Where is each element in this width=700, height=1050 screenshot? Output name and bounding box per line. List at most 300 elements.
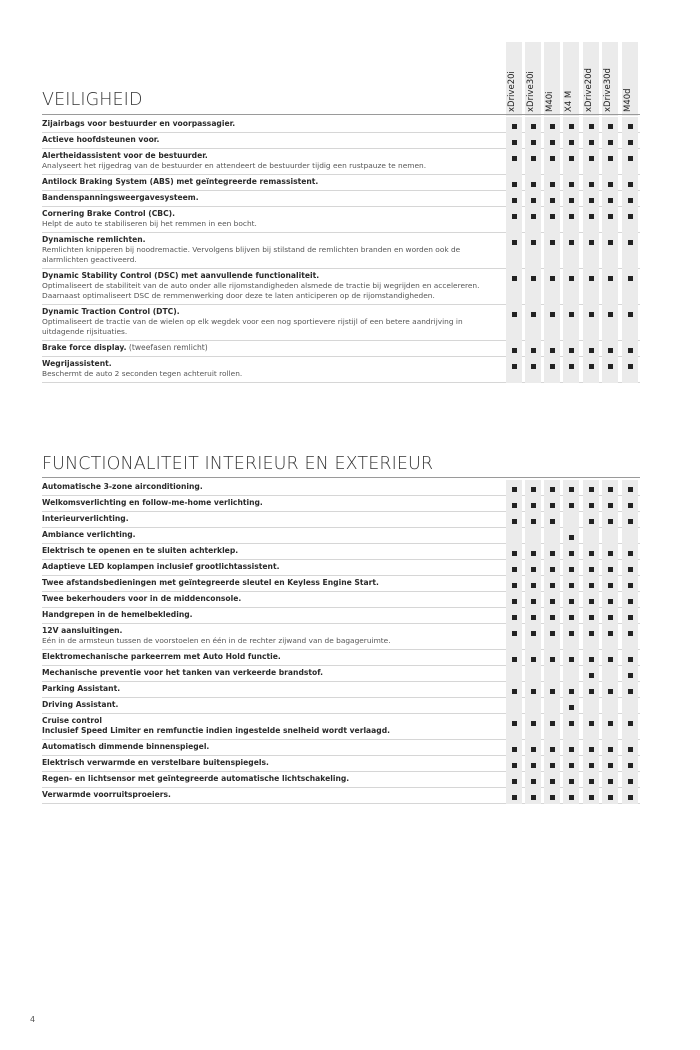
standard-equipment-marker — [512, 567, 517, 572]
feature-label: Zijairbags voor bestuurder en voorpassagier. — [42, 119, 236, 128]
availability-cell — [563, 133, 579, 149]
standard-equipment-marker — [512, 721, 517, 726]
availability-cell — [583, 592, 599, 608]
feature-label: Alertheidassistent voor de bestuurder. — [42, 151, 208, 160]
availability-cell — [622, 650, 638, 666]
feature-label: Elektrisch te openen en te sluiten achterklep. — [42, 546, 239, 555]
availability-cell — [506, 576, 522, 592]
availability-cell — [563, 175, 579, 191]
standard-equipment-marker — [569, 567, 574, 572]
availability-cell — [563, 576, 579, 592]
feature-name — [42, 700, 497, 710]
availability-cell — [563, 666, 579, 682]
availability-cell — [602, 512, 618, 528]
feature-label: Driving Assistant. — [42, 700, 119, 709]
availability-cell — [544, 740, 560, 756]
availability-cell — [583, 269, 599, 305]
standard-equipment-marker — [589, 140, 594, 145]
standard-equipment-marker — [512, 599, 517, 604]
availability-cell — [602, 528, 618, 544]
availability-cell — [506, 650, 522, 666]
table-row — [42, 756, 640, 772]
feature-label: Actieve hoofdsteunen voor. — [42, 135, 160, 144]
feature-name — [42, 652, 497, 662]
row-text — [42, 742, 497, 752]
standard-equipment-marker — [608, 276, 613, 281]
standard-equipment-marker — [569, 198, 574, 203]
standard-equipment-marker — [531, 503, 536, 508]
availability-cell — [622, 191, 638, 207]
row-text — [42, 359, 497, 379]
standard-equipment-marker — [512, 487, 517, 492]
availability-cell — [602, 714, 618, 740]
availability-cell — [622, 149, 638, 175]
availability-cell — [544, 772, 560, 788]
standard-equipment-marker — [512, 364, 517, 369]
standard-equipment-marker — [550, 657, 555, 662]
model-column-header — [506, 42, 522, 116]
availability-cell — [622, 480, 638, 496]
availability-cell — [525, 233, 541, 269]
availability-cell — [563, 233, 579, 269]
availability-cell — [506, 528, 522, 544]
standard-equipment-marker — [512, 631, 517, 636]
availability-cell — [622, 117, 638, 133]
standard-equipment-marker — [628, 519, 633, 524]
availability-cell — [622, 608, 638, 624]
availability-cell — [563, 624, 579, 650]
row-text — [42, 652, 497, 662]
availability-cell — [563, 650, 579, 666]
standard-equipment-marker — [531, 795, 536, 800]
availability-cell — [602, 480, 618, 496]
availability-cell — [622, 756, 638, 772]
standard-equipment-marker — [608, 551, 613, 556]
availability-cell — [583, 576, 599, 592]
standard-equipment-marker — [608, 567, 613, 572]
availability-cell — [544, 175, 560, 191]
standard-equipment-marker — [628, 214, 633, 219]
standard-equipment-marker — [589, 276, 594, 281]
standard-equipment-marker — [628, 615, 633, 620]
model-column-header — [544, 42, 560, 116]
table-row — [42, 175, 640, 191]
feature-description: Optimaliseert de stabiliteit van de auto onder alle rijomstandigheden alsmede de tractie bij wegrijden en accelereren. Daarnaast optimaliseert DSC de remmenwerking door deze te laten anticiperen op de rijomstandigheden. — [42, 281, 480, 300]
availability-cell — [544, 269, 560, 305]
availability-cell — [602, 576, 618, 592]
feature-label: Brake force display. — [42, 343, 127, 352]
feature-name — [42, 790, 497, 800]
standard-equipment-marker — [608, 312, 613, 317]
standard-equipment-marker — [569, 779, 574, 784]
standard-equipment-marker — [589, 689, 594, 694]
availability-cell — [506, 624, 522, 650]
availability-cell — [563, 592, 579, 608]
availability-cell — [602, 740, 618, 756]
standard-equipment-marker — [531, 631, 536, 636]
standard-equipment-marker — [531, 567, 536, 572]
standard-equipment-marker — [569, 487, 574, 492]
availability-cell — [622, 528, 638, 544]
standard-equipment-marker — [569, 551, 574, 556]
availability-cell — [544, 341, 560, 357]
standard-equipment-marker — [569, 535, 574, 540]
standard-equipment-marker — [628, 795, 633, 800]
availability-cell — [506, 740, 522, 756]
standard-equipment-marker — [512, 795, 517, 800]
standard-equipment-marker — [628, 348, 633, 353]
availability-cell — [544, 756, 560, 772]
availability-cell — [622, 788, 638, 804]
availability-cell — [544, 714, 560, 740]
feature-description: Remlichten knipperen bij noodremactie. Vervolgens blijven bij stilstand de remlichten branden en worden ook de alarmlichten geactiveerd. — [42, 245, 461, 264]
standard-equipment-marker — [512, 519, 517, 524]
availability-cell — [583, 788, 599, 804]
availability-cell — [563, 698, 579, 714]
availability-cell — [583, 772, 599, 788]
standard-equipment-marker — [512, 689, 517, 694]
standard-equipment-marker — [628, 567, 633, 572]
model-label: X4 M — [564, 90, 574, 112]
feature-label: Antilock Braking System (ABS) met geïntegreerde remassistent. — [42, 177, 319, 186]
availability-cell — [506, 512, 522, 528]
standard-equipment-marker — [628, 140, 633, 145]
feature-label: Wegrijassistent. — [42, 359, 112, 368]
availability-cell — [583, 544, 599, 560]
feature-name — [42, 594, 497, 604]
standard-equipment-marker — [550, 721, 555, 726]
standard-equipment-marker — [628, 583, 633, 588]
standard-equipment-marker — [628, 551, 633, 556]
standard-equipment-marker — [608, 156, 613, 161]
standard-equipment-marker — [531, 348, 536, 353]
table-row — [42, 305, 640, 341]
standard-equipment-marker — [550, 214, 555, 219]
availability-cell — [544, 650, 560, 666]
standard-equipment-marker — [589, 348, 594, 353]
standard-equipment-marker — [512, 583, 517, 588]
standard-equipment-marker — [608, 631, 613, 636]
feature-name — [42, 530, 497, 540]
standard-equipment-marker — [628, 631, 633, 636]
model-column-header — [602, 42, 618, 116]
availability-cell — [602, 133, 618, 149]
standard-equipment-marker — [550, 312, 555, 317]
standard-equipment-marker — [628, 276, 633, 281]
feature-name — [42, 626, 497, 636]
standard-equipment-marker — [531, 198, 536, 203]
availability-cell — [563, 682, 579, 698]
availability-cell — [622, 512, 638, 528]
standard-equipment-marker — [628, 156, 633, 161]
standard-equipment-marker — [628, 487, 633, 492]
availability-cell — [525, 207, 541, 233]
standard-equipment-marker — [589, 124, 594, 129]
feature-label: 12V aansluitingen. — [42, 626, 123, 635]
availability-cell — [622, 772, 638, 788]
feature-name — [42, 235, 497, 245]
feature-label: Cornering Brake Control (CBC). — [42, 209, 176, 218]
table-row — [42, 740, 640, 756]
availability-cell — [583, 650, 599, 666]
availability-cell — [563, 496, 579, 512]
availability-cell — [544, 191, 560, 207]
availability-cell — [506, 772, 522, 788]
standard-equipment-marker — [531, 182, 536, 187]
standard-equipment-marker — [550, 140, 555, 145]
availability-cell — [583, 682, 599, 698]
availability-cell — [622, 305, 638, 341]
availability-cell — [525, 496, 541, 512]
standard-equipment-marker — [608, 657, 613, 662]
row-text — [42, 135, 497, 145]
table-row — [42, 133, 640, 149]
row-text — [42, 716, 497, 736]
row-text — [42, 343, 497, 353]
availability-cell — [544, 528, 560, 544]
feature-note: (tweefasen remlicht) — [126, 343, 208, 352]
feature-name — [42, 610, 497, 620]
standard-equipment-marker — [531, 779, 536, 784]
availability-cell — [622, 357, 638, 383]
standard-equipment-marker — [628, 198, 633, 203]
availability-cell — [583, 698, 599, 714]
table-row — [42, 496, 640, 512]
availability-cell — [544, 305, 560, 341]
availability-cell — [563, 756, 579, 772]
standard-equipment-marker — [608, 364, 613, 369]
standard-equipment-marker — [531, 140, 536, 145]
availability-cell — [563, 608, 579, 624]
standard-equipment-marker — [628, 364, 633, 369]
availability-cell — [583, 175, 599, 191]
standard-equipment-marker — [608, 747, 613, 752]
table-row — [42, 528, 640, 544]
availability-cell — [583, 608, 599, 624]
availability-cell — [525, 269, 541, 305]
section-rule — [42, 114, 640, 115]
availability-cell — [602, 496, 618, 512]
availability-cell — [525, 528, 541, 544]
availability-cell — [583, 560, 599, 576]
feature-name — [42, 135, 497, 145]
standard-equipment-marker — [589, 551, 594, 556]
standard-equipment-marker — [569, 657, 574, 662]
standard-equipment-marker — [531, 519, 536, 524]
standard-equipment-marker — [569, 124, 574, 129]
availability-cell — [544, 624, 560, 650]
availability-cell — [525, 357, 541, 383]
availability-cell — [583, 512, 599, 528]
standard-equipment-marker — [550, 567, 555, 572]
model-label: xDrive20d — [584, 68, 594, 112]
standard-equipment-marker — [512, 182, 517, 187]
standard-equipment-marker — [569, 705, 574, 710]
row-text — [42, 546, 497, 556]
availability-cell — [544, 117, 560, 133]
feature-name — [42, 578, 497, 588]
availability-cell — [525, 772, 541, 788]
standard-equipment-marker — [512, 198, 517, 203]
availability-cell — [525, 512, 541, 528]
availability-cell — [563, 117, 579, 133]
availability-cell — [622, 496, 638, 512]
feature-name — [42, 546, 497, 556]
availability-cell — [622, 682, 638, 698]
availability-cell — [583, 714, 599, 740]
standard-equipment-marker — [589, 182, 594, 187]
availability-cell — [622, 740, 638, 756]
availability-cell — [544, 133, 560, 149]
availability-cell — [506, 191, 522, 207]
standard-equipment-marker — [550, 124, 555, 129]
availability-cell — [506, 133, 522, 149]
standard-equipment-marker — [589, 657, 594, 662]
availability-cell — [506, 175, 522, 191]
standard-equipment-marker — [550, 615, 555, 620]
row-text — [42, 498, 497, 508]
availability-cell — [506, 207, 522, 233]
table-row — [42, 512, 640, 528]
availability-cell — [583, 756, 599, 772]
feature-label: Bandenspanningsweergavesysteem. — [42, 193, 199, 202]
availability-cell — [525, 756, 541, 772]
availability-cell — [622, 624, 638, 650]
section-title-safety: VEILIGHEID — [42, 90, 143, 110]
model-column-header — [583, 42, 599, 116]
availability-cell — [602, 207, 618, 233]
feature-label: Elektrisch verwarmde en verstelbare buitenspiegels. — [42, 758, 269, 767]
availability-cell — [544, 207, 560, 233]
availability-cell — [506, 544, 522, 560]
standard-equipment-marker — [531, 583, 536, 588]
availability-cell — [525, 592, 541, 608]
standard-equipment-marker — [569, 599, 574, 604]
availability-cell — [506, 788, 522, 804]
availability-cell — [583, 233, 599, 269]
table-row — [42, 207, 640, 233]
standard-equipment-marker — [569, 795, 574, 800]
standard-equipment-marker — [608, 779, 613, 784]
standard-equipment-marker — [550, 795, 555, 800]
table-row — [42, 341, 640, 357]
availability-cell — [602, 175, 618, 191]
standard-equipment-marker — [589, 156, 594, 161]
functionality-table — [42, 480, 640, 804]
availability-cell — [583, 357, 599, 383]
availability-cell — [583, 117, 599, 133]
feature-name — [42, 359, 497, 369]
standard-equipment-marker — [589, 615, 594, 620]
standard-equipment-marker — [550, 348, 555, 353]
feature-label: Dynamic Stability Control (DSC) met aanvullende functionaliteit. — [42, 271, 320, 280]
feature-label: Handgrepen in de hemelbekleding. — [42, 610, 193, 619]
standard-equipment-marker — [628, 747, 633, 752]
standard-equipment-marker — [569, 240, 574, 245]
standard-equipment-marker — [608, 689, 613, 694]
availability-cell — [583, 496, 599, 512]
table-row — [42, 357, 640, 383]
standard-equipment-marker — [531, 240, 536, 245]
table-row — [42, 650, 640, 666]
standard-equipment-marker — [550, 487, 555, 492]
availability-cell — [583, 666, 599, 682]
feature-name — [42, 119, 497, 129]
row-text — [42, 562, 497, 572]
availability-cell — [525, 305, 541, 341]
feature-label: Parking Assistant. — [42, 684, 121, 693]
feature-label: Mechanische preventie voor het tanken van verkeerde brandstof. — [42, 668, 324, 677]
standard-equipment-marker — [589, 631, 594, 636]
standard-equipment-marker — [608, 795, 613, 800]
feature-label: Dynamic Traction Control (DTC). — [42, 307, 180, 316]
standard-equipment-marker — [628, 312, 633, 317]
feature-name — [42, 742, 497, 752]
availability-cell — [544, 357, 560, 383]
model-label: M40i — [545, 91, 555, 112]
standard-equipment-marker — [569, 747, 574, 752]
availability-cell — [622, 175, 638, 191]
standard-equipment-marker — [628, 673, 633, 678]
table-row — [42, 233, 640, 269]
availability-cell — [602, 269, 618, 305]
availability-cell — [525, 149, 541, 175]
standard-equipment-marker — [628, 182, 633, 187]
row-text — [42, 514, 497, 524]
feature-name — [42, 193, 497, 203]
feature-name — [42, 151, 497, 161]
availability-cell — [525, 117, 541, 133]
standard-equipment-marker — [589, 519, 594, 524]
table-row — [42, 149, 640, 175]
availability-cell — [602, 149, 618, 175]
standard-equipment-marker — [608, 583, 613, 588]
standard-equipment-marker — [512, 763, 517, 768]
availability-cell — [506, 714, 522, 740]
standard-equipment-marker — [589, 779, 594, 784]
availability-cell — [525, 191, 541, 207]
standard-equipment-marker — [589, 721, 594, 726]
availability-cell — [602, 191, 618, 207]
availability-cell — [583, 341, 599, 357]
standard-equipment-marker — [512, 240, 517, 245]
availability-cell — [602, 233, 618, 269]
standard-equipment-marker — [531, 599, 536, 604]
standard-equipment-marker — [569, 689, 574, 694]
availability-cell — [525, 666, 541, 682]
availability-cell — [525, 624, 541, 650]
availability-cell — [563, 149, 579, 175]
row-text — [42, 578, 497, 588]
availability-cell — [622, 133, 638, 149]
availability-cell — [602, 772, 618, 788]
feature-label: Ambiance verlichting. — [42, 530, 136, 539]
row-text — [42, 482, 497, 492]
standard-equipment-marker — [569, 156, 574, 161]
availability-cell — [622, 269, 638, 305]
standard-equipment-marker — [531, 364, 536, 369]
availability-cell — [622, 207, 638, 233]
feature-description: Analyseert het rijgedrag van de bestuurder en attendeert de bestuurder tijdig een rustpauze te nemen. — [42, 161, 427, 170]
availability-cell — [506, 560, 522, 576]
standard-equipment-marker — [569, 583, 574, 588]
feature-label: Regen- en lichtsensor met geïntegreerde automatische lichtschakeling. — [42, 774, 350, 783]
standard-equipment-marker — [531, 763, 536, 768]
standard-equipment-marker — [512, 140, 517, 145]
availability-cell — [602, 698, 618, 714]
feature-label: Interieurverlichting. — [42, 514, 129, 523]
standard-equipment-marker — [589, 673, 594, 678]
